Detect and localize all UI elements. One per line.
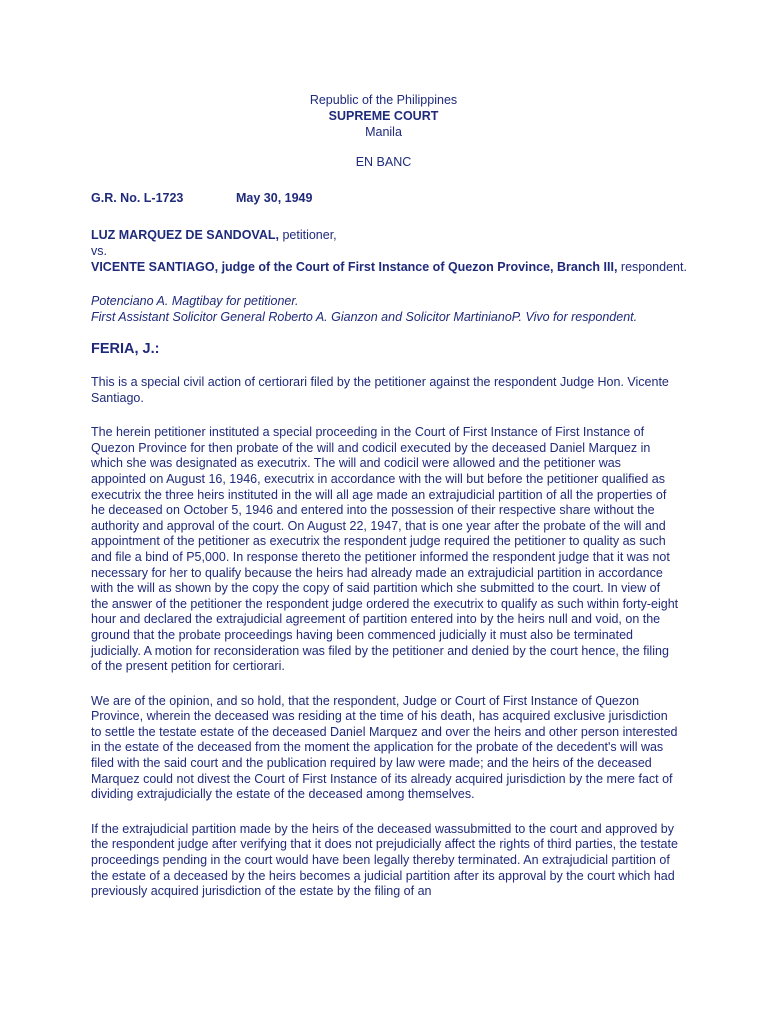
body-paragraph-4: If the extrajudicial partition made by the heirs of the deceased wassubmitted to the court and approved by the respondent judge after verifying that it does not prejudicially affect the rights of third parties, the testate proceedings pending in the court would have been legally thereby terminated. An extrajudicial partition of the estate of a deceased by the heirs becomes a judicial partition after its approval by the court which had previously acquired jurisdiction of the estate by the filing of an: [91, 821, 678, 899]
versus-label: vs.: [91, 244, 107, 258]
court-name: SUPREME COURT: [328, 109, 439, 123]
petitioner-role: petitioner,: [278, 228, 337, 242]
body-paragraph-3: We are of the opinion, and so hold, that the respondent, Judge or Court of First Instance of Quezon Province, wherein the deceased was residing at the time of his death, has acquired exclusive jurisdiction to settle the testate estate of the deceased Daniel Marquez and over the heirs and other person interested in the estate of the deceased from the moment the application for the probate of the decedent's will was filed with the said court and the publication required by law were made; and the heirs of the deceased Marquez could not divest the Court of First Instance of its already acquired jurisdiction by the mere fact of dividing extrajudicially the estate of the deceased among themselves.: [91, 693, 678, 802]
respondent-role: respondent.: [617, 260, 687, 274]
decision-document: [91, 92, 691, 900]
case-number-line: [91, 190, 691, 206]
counsel-block: [91, 293, 691, 325]
respondent-name: VICENTE SANTIAGO, judge of the Court of First Instance of Quezon Province, Branch III,: [91, 260, 618, 274]
republic-line: Republic of the Philippines: [309, 93, 458, 107]
division-label: EN BANC: [355, 155, 412, 169]
counsel-respondent: First Assistant Solicitor General Roberto A. Gianzon and Solicitor MartinianoP. Vivo for respondent.: [91, 310, 638, 324]
petitioner-line: [91, 227, 691, 243]
ponente: FERIA, J.:: [91, 341, 160, 357]
counsel-petitioner: Potenciano A. Magtibay for petitioner.: [91, 294, 299, 308]
case-parties: [91, 227, 691, 275]
body-paragraph-2: The herein petitioner instituted a special proceeding in the Court of First Instance of First Instance of Quezon Province for then probate of the will and codicil executed by the deceased Daniel Marquez in which she was designated as executrix. The will and codicil were allowed and the petitioner was appointed on August 16, 1946, executrix in accordance with the will but before the petitioner qualified as executrix the three heirs instituted in the will all age made an extrajudicial partition of all the properties of he deceased on October 5, 1946 and entered into the possession of their respective share without the authority and approval of the court. On August 22, 1947, that is one year after the probate of the will and appointment of the petitioner as executrix the respondent judge required the petitioner to quality as such and file a bind of P5,000. In response thereto the petitioner informed the respondent judge that it was not necessary for her to qualify because the heirs had already made an extrajudicial partition in accordance with the will as shown by the copy the copy of said partition which she submitted to the court. In view of the answer of the petitioner the respondent judge ordered the executrix to qualify as such within forty-eight hour and declared the extrajudicial agreement of partition entered into by the heirs null and void, on the ground that the probate proceedings having been commenced judicially it must also be terminated judicially. A motion for reconsideration was filed by the petitioner and denied by the court hence, the filing of the present petition for certiorari.: [91, 425, 679, 674]
body-paragraph-1: This is a special civil action of certiorari filed by the petitioner against the respondent Judge Hon. Vicente Santiago.: [91, 375, 669, 405]
petitioner-name: LUZ MARQUEZ DE SANDOVAL,: [91, 228, 279, 242]
court-header: [91, 92, 676, 170]
respondent-line: [91, 259, 691, 275]
case-number: G.R. No. L-1723: [91, 191, 184, 205]
court-city: Manila: [365, 125, 402, 139]
case-date: May 30, 1949: [236, 191, 313, 205]
